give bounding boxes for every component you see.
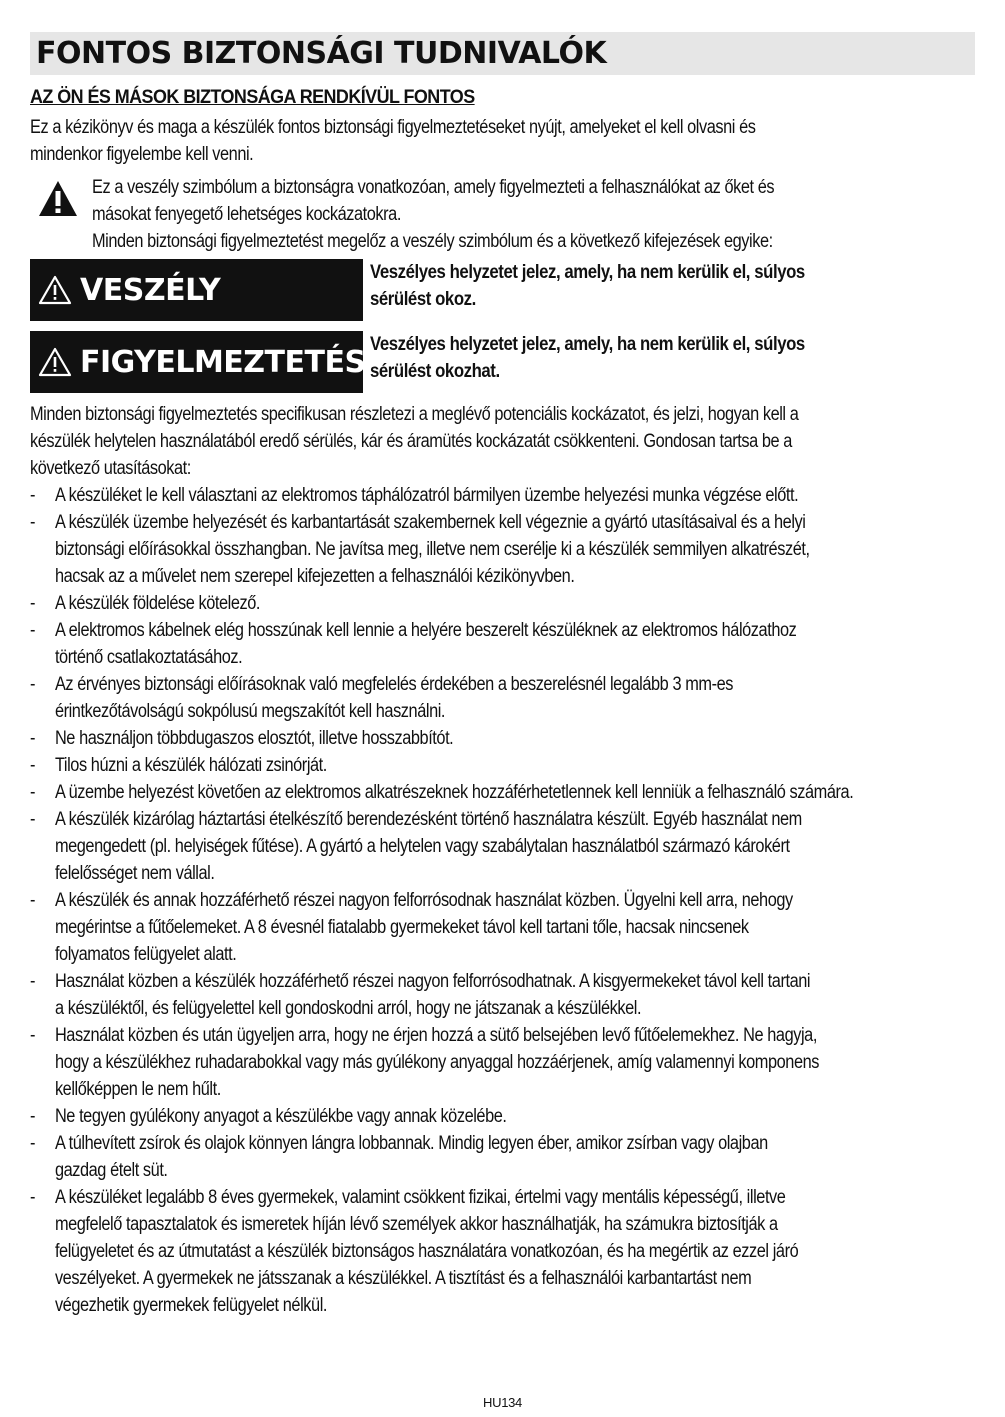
list-item — [30, 806, 973, 887]
page-number: HU134 — [483, 1395, 522, 1410]
list-item-line: Használat közben a készülék hozzáférhető részei nagyon felforrósodhatnak. A kisgyermekeket távol kell tartani — [54, 971, 811, 992]
warning-label-text: FIGYELMEZTETÉS — [80, 344, 366, 380]
list-item — [30, 617, 973, 671]
list-item-line: megérintse a fűtőelemeket. A 8 évesnél fiatalabb gyermekeket távol kell tartani tőle, hacsak nincsenek — [54, 917, 749, 938]
symbol-note — [30, 174, 975, 259]
list-item-line: A készülék és annak hozzáférhető részei nagyon felforrósodnak használat közben. Ügyelni kell arra, nehogy — [54, 890, 793, 911]
warning-label — [30, 331, 366, 393]
list-item-line: a készüléktől, és felügyelettel kell gondoskodni arról, hogy ne játszanak a készülékkel. — [54, 998, 642, 1019]
list-item-line: A készülék üzembe helyezését és karbantartását szakembernek kell végeznie a gyártó utasításaival és a helyi — [54, 512, 806, 533]
warning-desc-line: Veszélyes helyzetet jelez, amely, ha nem kerülik el, súlyos — [370, 333, 805, 355]
symbol-line: Minden biztonsági figyelmeztetést megelőz a veszély szimbólum és a következő kifejezések egyike: — [92, 231, 773, 252]
list-item-line: hogy a készülékhez ruhadarabokkal vagy más gyúlékony anyaggal hozzáérjenek, amíg valamennyi komponens — [54, 1052, 820, 1073]
list-item-line: biztonsági előírásokkal összhangban. Ne javítsa meg, illetve nem cserélje ki a készülék semmilyen alkatrészét, — [54, 539, 810, 560]
document-page — [30, 32, 975, 1319]
list-bullet: - — [30, 593, 36, 614]
body-paragraph — [30, 401, 975, 1319]
list-bullet: - — [30, 512, 36, 533]
danger-description — [370, 259, 990, 313]
list-item-line: A készülék földelése kötelező. — [54, 593, 261, 614]
list-item — [30, 887, 973, 968]
warning-description — [370, 331, 990, 385]
list-item — [30, 779, 973, 806]
page-title: FONTOS BIZTONSÁGI TUDNIVALÓK — [36, 36, 607, 71]
list-bullet: - — [30, 1133, 36, 1154]
list-bullet: - — [30, 1187, 36, 1208]
paragraph-line: készülék helytelen használatából eredő sérülés, kár és áramütés kockázatát csökkenteni. Gondosan tartsa be a — [30, 431, 792, 452]
list-item-line: megfelelő tapasztalatok és ismeretek híján lévő személyek akkor használhatják, ha számukra biztosítják a — [54, 1214, 778, 1235]
list-item-line: Ne használjon többdugaszos elosztót, illetve hosszabbítót. — [54, 728, 454, 749]
list-bullet: - — [30, 620, 36, 641]
danger-label-row — [30, 259, 975, 321]
list-item — [30, 968, 973, 1022]
list-item-line: érintkezőtávolságú sokpólusú megszakítót kell használni. — [54, 701, 446, 722]
list-item — [30, 1103, 973, 1130]
list-item-line: hacsak az a művelet nem szerepel kifejezetten a felhasználói kézikönyvben. — [54, 566, 575, 587]
list-item-line: A túlhevített zsírok és olajok könnyen lángra lobbannak. Mindig legyen éber, amikor zsírban vagy olajban — [54, 1133, 768, 1154]
list-bullet: - — [30, 755, 36, 776]
list-item-line: kellőképpen le nem hűlt. — [54, 1079, 221, 1100]
danger-desc-line: sérülést okoz. — [370, 288, 476, 310]
list-bullet: - — [30, 890, 36, 911]
danger-desc-line: Veszélyes helyzetet jelez, amely, ha nem kerülik el, súlyos — [370, 261, 805, 283]
list-bullet: - — [30, 728, 36, 749]
safety-rules-list — [30, 482, 973, 1319]
list-item-line: veszélyeket. A gyermekek ne játsszanak a készülékkel. A tisztítást és a felhasználói karbantartást nem — [54, 1268, 752, 1289]
list-item-line: felelősséget nem vállal. — [54, 863, 215, 884]
list-item — [30, 671, 973, 725]
intro-line: mindenkor figyelembe kell venni. — [30, 144, 254, 165]
warning-triangle-icon — [38, 180, 78, 218]
warning-outline-icon — [38, 346, 72, 378]
list-item-line: gazdag ételt süt. — [54, 1160, 168, 1181]
section-subtitle: AZ ÖN ÉS MÁSOK BIZTONSÁGA RENDKÍVÜL FONTOS — [30, 86, 475, 108]
list-bullet: - — [30, 782, 36, 803]
paragraph-line: következő utasításokat: — [30, 458, 191, 479]
list-item — [30, 752, 973, 779]
list-bullet: - — [30, 1025, 36, 1046]
list-item-line: A készüléket legalább 8 éves gyermekek, valamint csökkent fizikai, értelmi vagy mentális képességű, illetve — [54, 1187, 786, 1208]
title-bar — [30, 32, 975, 75]
warning-outline-icon — [38, 274, 72, 306]
list-item — [30, 1130, 973, 1184]
list-bullet: - — [30, 809, 36, 830]
list-item-line: Használat közben és után ügyeljen arra, hogy ne érjen hozzá a sütő belsejében levő fűtőelemekhez. Ne hagyja, — [54, 1025, 817, 1046]
list-item-line: végezhetik gyermekek felügyelet nélkül. — [54, 1295, 328, 1316]
list-item — [30, 482, 973, 509]
list-item-line: A készülék kizárólag háztartási ételkészítő berendezésként történő használatra készült. Egyéb használat nem — [54, 809, 802, 830]
list-item-line: történő csatlakoztatásához. — [54, 647, 243, 668]
intro-line: Ez a kézikönyv és maga a készülék fontos biztonsági figyelmeztetéseket nyújt, amelyeket el kell olvasni és — [30, 117, 756, 138]
list-item — [30, 590, 973, 617]
list-item — [30, 1022, 973, 1103]
list-item-line: A üzembe helyezést követően az elektromos alkatrészeknek hozzáférhetetlennek kell lenniük a felhasználó számára. — [54, 782, 854, 803]
symbol-note-text — [92, 174, 885, 255]
danger-label — [30, 259, 363, 321]
symbol-line: másokat fenyegető lehetséges kockázatokra. — [92, 204, 401, 225]
list-item-line: Az érvényes biztonsági előírásoknak való megfelelés érdekében a beszerelésnél legalább 3 mm-es — [54, 674, 733, 695]
list-bullet: - — [30, 1106, 36, 1127]
list-bullet: - — [30, 971, 36, 992]
danger-label-text: VESZÉLY — [80, 272, 221, 308]
list-item-line: A elektromos kábelnek elég hosszúnak kell lennie a helyére beszerelt készüléknek az elektromos hálózathoz — [54, 620, 797, 641]
list-item — [30, 1184, 973, 1319]
intro-paragraph — [30, 114, 975, 168]
warning-desc-line: sérülést okozhat. — [370, 360, 500, 382]
warning-label-row — [30, 331, 975, 393]
list-item-line: megengedett (pl. helyiségek fűtése). A gyártó a helytelen vagy szabálytalan használatból származó károkért — [54, 836, 790, 857]
list-item-line: folyamatos felügyelet alatt. — [54, 944, 237, 965]
paragraph-line: Minden biztonsági figyelmeztetés specifikusan részletezi a meglévő potenciális kockázatot, és jelzi, hogyan kell a — [30, 404, 799, 425]
list-item — [30, 509, 973, 590]
list-bullet: - — [30, 485, 36, 506]
list-item-line: felügyeletet és az útmutatást a készülék biztonságos használatára vonatkozóan, és ha megértik az ezzel járó — [54, 1241, 799, 1262]
list-item — [30, 725, 973, 752]
list-bullet: - — [30, 674, 36, 695]
symbol-line: Ez a veszély szimbólum a biztonságra vonatkozóan, amely figyelmezteti a felhasználókat az őket és — [92, 177, 775, 198]
list-item-line: Ne tegyen gyúlékony anyagot a készülékbe vagy annak közelébe. — [54, 1106, 507, 1127]
list-item-line: A készüléket le kell választani az elektromos táphálózatról bármilyen üzembe helyezési munka végzése előtt. — [54, 485, 799, 506]
list-item-line: Tilos húzni a készülék hálózati zsinórját. — [54, 755, 327, 776]
